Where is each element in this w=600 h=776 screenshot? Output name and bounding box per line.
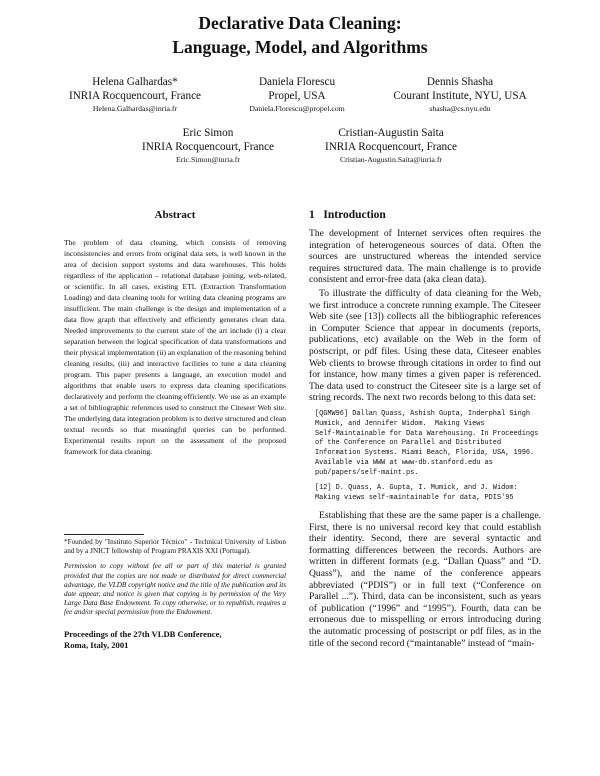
author-affiliation: INRIA Rocquencourt, France bbox=[324, 140, 458, 153]
intro-paragraph-1: The development of Internet services often requires the integration of heterogeneous sources of data. Often the sources are unstructured whereas the intended service requires structured data. The main challenge is to provide consistent and error-free data (aka clean data). bbox=[309, 228, 541, 286]
author-block-saita bbox=[306, 127, 476, 165]
author-email[interactable]: Helena.Galhardas@inria.fr bbox=[92, 104, 178, 113]
author-name: Eric Simon bbox=[182, 127, 234, 139]
author-name: Dennis Shasha bbox=[426, 76, 494, 88]
footnote-rule bbox=[64, 534, 144, 535]
reference-record-1: [QGMW96] Dallan Quass, Ashish Gupta, Inderphal Singh Mumick, and Jennifer Widom. Making Views Self-Maintainable for Data Warehousing. In Proceedings of the Conference on Parallel and Distributed Information Systems. Miami Beach, Florida, USA, 1996. Available via WWW at www-db.stanford.edu as pub/papers/self-maint.ps. bbox=[315, 409, 539, 477]
author-affiliation: INRIA Rocquencourt, France bbox=[141, 140, 275, 153]
author-block-shasha bbox=[374, 76, 546, 114]
author-name: Cristian-Augustin Saita bbox=[338, 127, 444, 139]
author-email[interactable]: Cristian-Augustin.Saita@inria.fr bbox=[339, 155, 443, 164]
reference-record-2: [12] D. Quass, A. Gupta, I. Mumick, and J. Widom: Making views self-maintainable for data, PDIS'95 bbox=[315, 484, 518, 503]
intro-paragraph-3: Establishing that these are the same paper is a challenge. First, there is no universal record key that could establish their identity. Second, there are several syntactic and formatting differences between the records. Authors are written in different formats (e.g. “Dallan Quass” and “D. Quass”), and the name of the conference appears abbreviated (“PDIS”) or in full text (“Conference on Parallel ...”). Third, data can be inconsistent, such as years of publication (“1996” and “1995”). Fourth, data can be erroneous due to misspelling or errors introducing during the automatic processing of postscript or pdf files, as in the title of the second record (“maintanable” instead of “main- bbox=[309, 510, 541, 649]
permission-notice: Permission to copy without fee all or part of this material is granted provided that the copies are not made or distributed for direct commercial advantage, the VLDB copyright notice and the title of the publication and its date appear, and notice is given that copying is by permission of the Very Large Data Base Endowment. To copy otherwise, or to republish, requires a fee and/or special permission from the Endowment. bbox=[64, 562, 286, 617]
introduction-section bbox=[309, 209, 541, 649]
abstract-heading: Abstract bbox=[154, 209, 196, 221]
author-email[interactable]: Daniela.Florescu@propel.com bbox=[249, 104, 345, 113]
abstract-section bbox=[64, 209, 286, 457]
proceedings-notice bbox=[64, 629, 286, 651]
author-affiliation: INRIA Rocquencourt, France bbox=[68, 89, 202, 102]
introduction-body bbox=[309, 228, 541, 649]
author-email[interactable]: Eric.Simon@inria.fr bbox=[176, 155, 240, 164]
author-block-simon bbox=[128, 127, 288, 165]
paper-title-line-1: Declarative Data Cleaning: bbox=[198, 13, 402, 33]
author-name: Daniela Florescu bbox=[258, 76, 336, 88]
proceedings-line-1: Proceedings of the 27th VLDB Conference, bbox=[64, 629, 222, 639]
intro-paragraph-2: To illustrate the difficulty of data cleaning for the Web, we first introduce a concrete running example. The Citeseer Web site (see [13]) collects all the bibliographic references in Computer Science that appear in documents (reports, publications, etc) available on the Web in the form of postscript, or pdf files. Using these data, Citeseer enables Web clients to browse through citations in order to find out for instance, how many times a given paper is referenced. The data used to construct the Citeseer site is a large set of string records. The next two records belong to this data set: bbox=[309, 287, 541, 404]
footnote-block bbox=[64, 538, 286, 618]
proceedings-line-2: Roma, Italy, 2001 bbox=[64, 639, 129, 650]
author-name: Helena Galhardas* bbox=[92, 76, 178, 88]
author-affiliation: Propel, USA bbox=[268, 89, 326, 102]
author-email[interactable]: shasha@cs.nyu.edu bbox=[429, 104, 491, 113]
author-block-florescu bbox=[222, 76, 372, 114]
funding-footnote: *Founded by "Instituto Superior Técnico" - Technical University of Lisbon and by a JNICT fellowship of Program PRAXIS XXI (Portugal). bbox=[64, 538, 286, 556]
author-affiliation: Courant Institute, NYU, USA bbox=[393, 89, 527, 102]
author-block-galhardas bbox=[55, 76, 215, 114]
introduction-heading: 1 Introduction bbox=[309, 209, 386, 221]
abstract-text: The problem of data cleaning, which consists of removing inconsistencies and errors from original data sets, is well known in the area of decision support systems and data warehouses. This holds regardless of the application – relational database joining, web-related, or scientific. In all cases, existing ETL (Extraction Transformation Loading) and data cleaning tools for writing data cleaning programs are insufficient. The main challenge is the design and implementation of a data flow graph that effectively and efficiently generates clean data. Needed improvements to the current state of the art include (i) a clear separation between the logical specification of data transformations and their physical implementation (ii) an explanation of the reasoning behind cleaning results, (iii) and interactive facilities to tune a data cleaning program. This paper presents a language, an execution model and algorithms that enable users to express data cleaning specifications declaratively and perform the cleaning efficiently. We use as an example a set of bibliographic references used to construct the Citeseer Web site. The underlying data integration problem is to derive structured and clean textual records so that meaningful queries can be performed. Experimental results report on the assessment of the proposed framework for data cleaning. bbox=[64, 238, 286, 456]
paper-title-line-2: Language, Model, and Algorithms bbox=[172, 37, 428, 57]
